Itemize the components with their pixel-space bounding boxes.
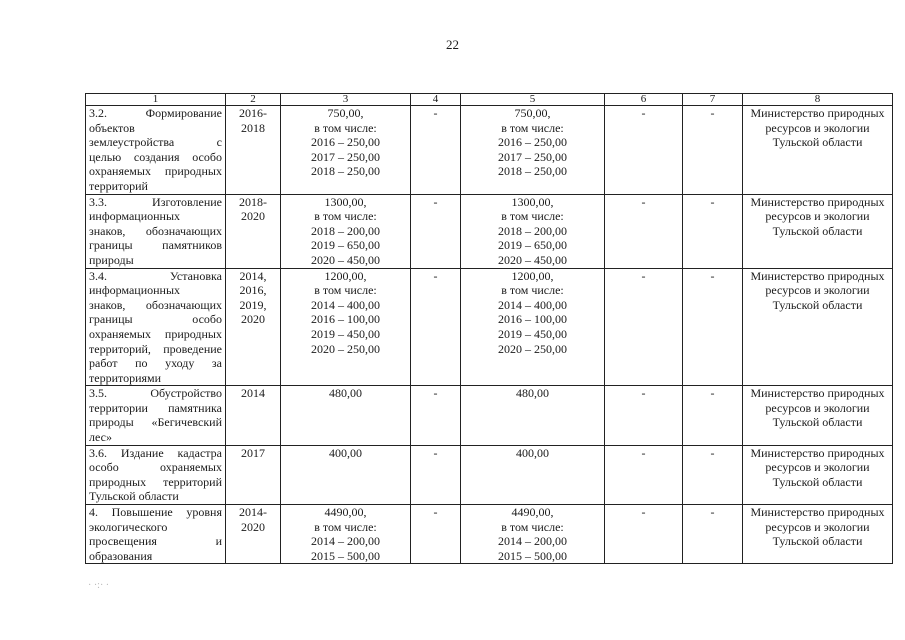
program-table — [85, 93, 893, 564]
measure-description — [86, 268, 226, 386]
measure-description-line: природных территорий — [89, 474, 222, 489]
total-amount-cell-line: 2019 – 450,00 — [311, 326, 380, 341]
total-amount-cell — [281, 268, 411, 386]
measure-description-line: работ по уходу за — [89, 356, 222, 371]
total-amount-cell-line: 2014 – 200,00 — [311, 534, 380, 549]
years-cell-line: 2014- — [239, 505, 267, 520]
column-5-cell-line: 400,00 — [516, 445, 549, 460]
measure-description-line: 3.2. Формирование — [89, 106, 222, 120]
responsible-cell-line: Министерство природных — [750, 268, 885, 283]
column-6-cell: - — [605, 386, 683, 445]
years-cell-line: 2016, — [239, 283, 267, 298]
column-5-cell-line: 2018 – 250,00 — [498, 164, 567, 179]
measure-description-line: 3.5. Обустройство — [89, 386, 222, 401]
column-5-cell-line: 2020 – 450,00 — [498, 252, 567, 267]
responsible-cell — [743, 505, 893, 564]
page-number: 22 — [446, 37, 459, 52]
table-row — [86, 194, 893, 268]
responsible-cell-line: Министерство природных — [750, 106, 885, 120]
responsible-cell — [743, 386, 893, 445]
column-4-cell: - — [411, 194, 461, 268]
responsible-cell-line: Тульской области — [772, 534, 863, 549]
measure-description — [86, 505, 226, 564]
column-7-cell: - — [683, 268, 743, 386]
responsible-cell — [743, 268, 893, 386]
total-amount-cell-line: 2016 – 100,00 — [311, 312, 380, 327]
column-number-row — [86, 94, 893, 106]
column-5-cell — [461, 194, 605, 268]
measure-description-line: особо охраняемых — [89, 460, 222, 475]
column-5-cell-line: 2017 – 250,00 — [498, 149, 567, 164]
measure-description-line: информационных — [89, 209, 181, 224]
measure-description-line: экологического — [89, 519, 168, 534]
column-header: 2 — [226, 94, 281, 106]
measure-description-line: образования — [89, 548, 153, 563]
years-cell — [226, 445, 281, 504]
column-6-cell: - — [605, 505, 683, 564]
column-5-cell-line: 2019 – 650,00 — [498, 238, 567, 253]
years-cell-line: 2020 — [241, 312, 265, 327]
column-5-cell — [461, 386, 605, 445]
column-header: 7 — [683, 94, 743, 106]
years-cell-line: 2019, — [239, 297, 267, 312]
scan-artifact: · ·:· · — [88, 580, 110, 591]
total-amount-cell-line: в том числе: — [314, 209, 377, 224]
responsible-cell-line: Тульской области — [772, 135, 863, 150]
column-5-cell-line: 750,00, — [514, 106, 551, 120]
column-6-cell: - — [605, 106, 683, 195]
years-cell-line: 2016- — [239, 106, 267, 120]
column-header: 5 — [461, 94, 605, 106]
years-cell — [226, 386, 281, 445]
responsible-cell-line: ресурсов и экологии — [765, 400, 870, 415]
column-header: 8 — [743, 94, 893, 106]
responsible-cell — [743, 445, 893, 504]
total-amount-cell-line: 2020 – 250,00 — [311, 341, 380, 356]
total-amount-cell-line: 2015 – 500,00 — [311, 548, 380, 563]
column-5-cell-line: 2018 – 200,00 — [498, 223, 567, 238]
column-4-cell: - — [411, 505, 461, 564]
measure-description-line: природы — [89, 252, 134, 267]
total-amount-cell — [281, 106, 411, 195]
column-5-cell — [461, 106, 605, 195]
column-5-cell-line: в том числе: — [501, 209, 564, 224]
responsible-cell-line: Министерство природных — [750, 505, 885, 520]
measure-description-line: природы «Бегичевский — [89, 415, 222, 430]
measure-description-line: охраняемых природных — [89, 164, 222, 179]
total-amount-cell-line: 750,00, — [327, 106, 364, 120]
table-row — [86, 386, 893, 445]
total-amount-cell-line: 2016 – 250,00 — [311, 135, 380, 150]
years-cell-line: 2018- — [239, 194, 267, 209]
years-cell-line: 2020 — [241, 209, 265, 224]
responsible-cell-line: ресурсов и экологии — [765, 283, 870, 298]
total-amount-cell — [281, 386, 411, 445]
measure-description-line: объектов — [89, 120, 135, 135]
column-5-cell-line: 2020 – 250,00 — [498, 341, 567, 356]
total-amount-cell-line: 2017 – 250,00 — [311, 149, 380, 164]
column-header: 6 — [605, 94, 683, 106]
responsible-cell-line: ресурсов и экологии — [765, 519, 870, 534]
column-5-cell-line: 2016 – 250,00 — [498, 135, 567, 150]
measure-description-line: 3.3. Изготовление — [89, 194, 222, 209]
column-5-cell-line: 2016 – 100,00 — [498, 312, 567, 327]
column-7-cell: - — [683, 505, 743, 564]
measure-description-line: охраняемых природных — [89, 326, 222, 341]
total-amount-cell — [281, 445, 411, 504]
measure-description-line: землеустройства с — [89, 135, 222, 150]
responsible-cell-line: Тульской области — [772, 415, 863, 430]
total-amount-cell — [281, 194, 411, 268]
measure-description-line: знаков, обозначающих — [89, 223, 222, 238]
column-5-cell-line: 1200,00, — [511, 268, 554, 283]
total-amount-cell-line: 2018 – 200,00 — [311, 223, 380, 238]
total-amount-cell-line: 4490,00, — [324, 505, 367, 520]
column-header: 1 — [86, 94, 226, 106]
table-row — [86, 106, 893, 195]
years-cell — [226, 268, 281, 386]
years-cell-line: 2018 — [241, 120, 265, 135]
column-5-cell-line: 480,00 — [516, 386, 549, 401]
responsible-cell-line: Министерство природных — [750, 386, 885, 401]
column-7-cell: - — [683, 106, 743, 195]
measure-description-line: целью создания особо — [89, 149, 222, 164]
column-header: 4 — [411, 94, 461, 106]
responsible-cell — [743, 106, 893, 195]
responsible-cell-line: ресурсов и экологии — [765, 120, 870, 135]
total-amount-cell-line: 2019 – 650,00 — [311, 238, 380, 253]
column-4-cell: - — [411, 386, 461, 445]
column-4-cell: - — [411, 268, 461, 386]
measure-description-line: знаков, обозначающих — [89, 297, 222, 312]
years-cell-line: 2014 — [241, 386, 265, 401]
table-row — [86, 505, 893, 564]
responsible-cell — [743, 194, 893, 268]
column-5-cell-line: 2015 – 500,00 — [498, 548, 567, 563]
measure-description-line: Тульской области — [89, 489, 179, 504]
column-5-cell-line: в том числе: — [501, 120, 564, 135]
measure-description — [86, 445, 226, 504]
measure-description-line: территориями — [89, 370, 162, 385]
column-header: 3 — [281, 94, 411, 106]
measure-description-line: границы особо — [89, 312, 222, 327]
total-amount-cell-line: в том числе: — [314, 120, 377, 135]
responsible-cell-line: ресурсов и экологии — [765, 209, 870, 224]
column-5-cell-line: в том числе: — [501, 519, 564, 534]
total-amount-cell-line: 2018 – 250,00 — [311, 164, 380, 179]
measure-description-line: информационных — [89, 283, 181, 298]
total-amount-cell-line: 1300,00, — [324, 194, 367, 209]
years-cell — [226, 505, 281, 564]
measure-description-line: 3.6. Издание кадастра — [89, 445, 222, 460]
table-row — [86, 445, 893, 504]
measure-description-line: просвещения и — [89, 534, 222, 549]
measure-description-line: территории памятника — [89, 400, 222, 415]
measure-description-line: 4. Повышение уровня — [89, 505, 222, 520]
total-amount-cell-line: 2014 – 400,00 — [311, 297, 380, 312]
measure-description — [86, 194, 226, 268]
years-cell — [226, 194, 281, 268]
measure-description-line: территорий, проведение — [89, 341, 222, 356]
column-5-cell-line: 2014 – 200,00 — [498, 534, 567, 549]
column-5-cell-line: 4490,00, — [511, 505, 554, 520]
total-amount-cell — [281, 505, 411, 564]
measure-description-line: территорий — [89, 178, 148, 193]
years-cell-line: 2017 — [241, 445, 265, 460]
column-6-cell: - — [605, 445, 683, 504]
total-amount-cell-line: 2020 – 450,00 — [311, 252, 380, 267]
column-5-cell — [461, 445, 605, 504]
measure-description-line: лес» — [89, 430, 112, 445]
responsible-cell-line: Тульской области — [772, 223, 863, 238]
column-4-cell: - — [411, 106, 461, 195]
column-5-cell — [461, 268, 605, 386]
total-amount-cell-line: 1200,00, — [324, 268, 367, 283]
measure-description — [86, 106, 226, 195]
measure-description-line: 3.4. Установка — [89, 268, 222, 283]
responsible-cell-line: Тульской области — [772, 474, 863, 489]
years-cell-line: 2020 — [241, 519, 265, 534]
column-6-cell: - — [605, 194, 683, 268]
responsible-cell-line: Тульской области — [772, 297, 863, 312]
column-5-cell-line: 2019 – 450,00 — [498, 326, 567, 341]
column-7-cell: - — [683, 386, 743, 445]
responsible-cell-line: ресурсов и экологии — [765, 460, 870, 475]
total-amount-cell-line: в том числе: — [314, 283, 377, 298]
column-5-cell-line: 2014 – 400,00 — [498, 297, 567, 312]
total-amount-cell-line: 400,00 — [329, 445, 362, 460]
column-5-cell — [461, 505, 605, 564]
years-cell-line: 2014, — [239, 268, 267, 283]
column-4-cell: - — [411, 445, 461, 504]
years-cell — [226, 106, 281, 195]
column-5-cell-line: 1300,00, — [511, 194, 554, 209]
measure-description-line: границы памятников — [89, 238, 222, 253]
column-7-cell: - — [683, 445, 743, 504]
total-amount-cell-line: в том числе: — [314, 519, 377, 534]
measure-description — [86, 386, 226, 445]
column-6-cell: - — [605, 268, 683, 386]
responsible-cell-line: Министерство природных — [750, 194, 885, 209]
column-7-cell: - — [683, 194, 743, 268]
total-amount-cell-line: 480,00 — [329, 386, 362, 401]
responsible-cell-line: Министерство природных — [750, 445, 885, 460]
column-5-cell-line: в том числе: — [501, 283, 564, 298]
table-row — [86, 268, 893, 386]
